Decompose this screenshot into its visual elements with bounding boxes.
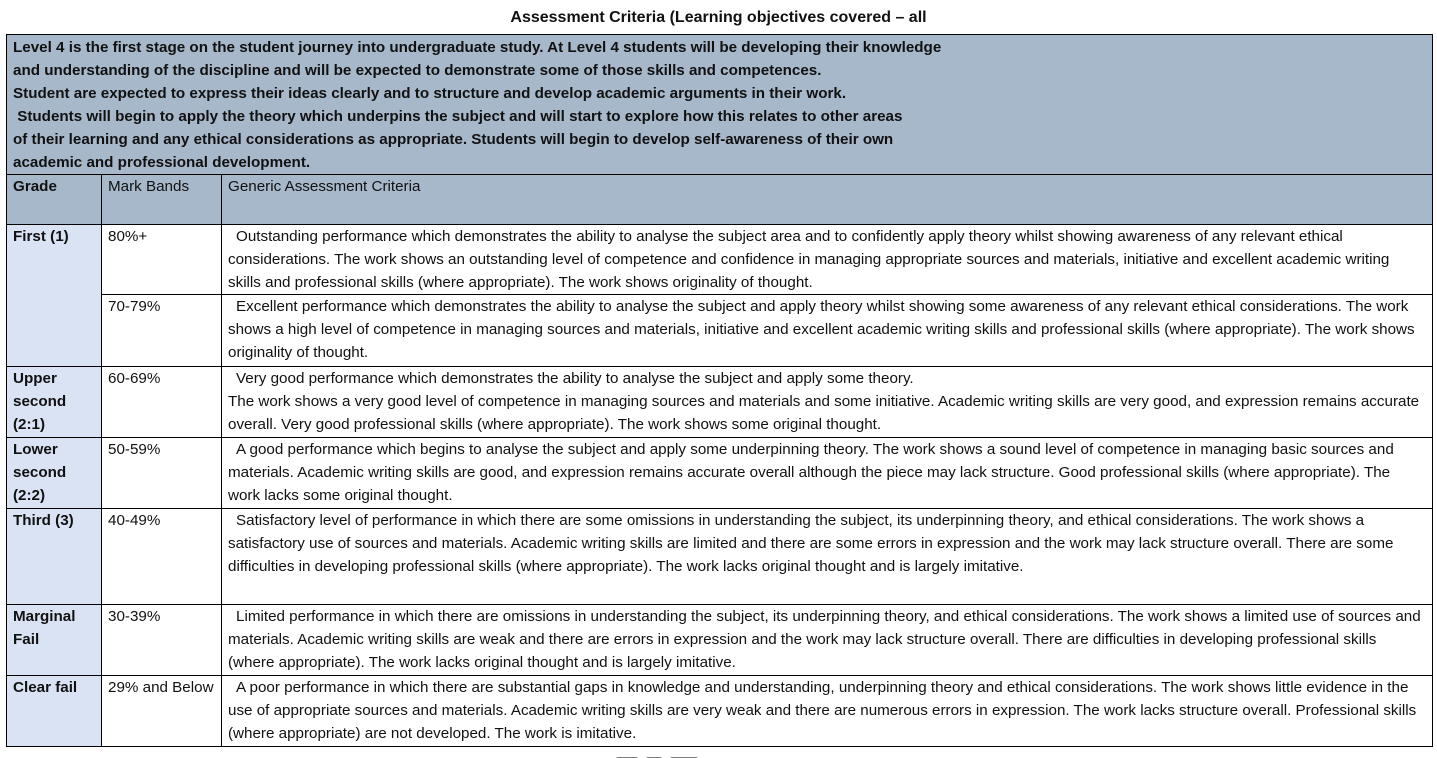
criteria-cell [222,676,1433,747]
mark-band-cell: 29% and Below [102,676,222,747]
grade-cell: Upper second (2:1) [7,367,102,438]
criteria-text: Satisfactory level of performance in which there are some omissions in understanding the subject, its underpinning theory, and ethical considerations. The work shows a satisfactory use of sources and materials. Academic writing skills are limited and there are some errors in expression and the work may lack structure overall. There are some difficulties in developing professional skills (where appropriate). The work lacks original thought and is largely imitative. [228,512,1394,575]
table-row [7,509,1433,605]
criteria-cell [222,509,1433,605]
level-intro [7,35,1433,175]
criteria-text: Excellent performance which demonstrates the ability to analyse the subject and apply theory whilst showing some awareness of any relevant ethical considerations. The work shows a high level of competence in managing sources and materials, initiative and excellent academic writing skills and professional skills (where appropriate). The work shows originality of thought. [228,298,1415,361]
criteria-text: Limited performance in which there are omissions in understanding the subject, its underpinning theory, and ethical considerations. The work shows a limited use of sources and materials. Academic writing skills are weak and there are errors in expression and the work may lack structure overall. There are difficulties in developing professional skills (where appropriate). The work lacks original thought and is largely imitative. [228,608,1421,671]
intro-line: and understanding of the discipline and will be expected to demonstrate some of those skills and competences. [13,62,822,79]
intro-line: Student are expected to express their ideas clearly and to structure and develop academic arguments in their work. [13,85,847,102]
intro-line: Students will begin to apply the theory which underpins the subject and will start to explore how this relates to other areas [13,108,903,125]
criteria-text: Very good performance which demonstrates the ability to analyse the subject and apply some theory. [236,370,914,387]
intro-row [7,35,1433,175]
table-row [7,225,1433,295]
criteria-cell [222,438,1433,509]
page-title: Assessment Criteria (Learning objectives covered – all [510,9,927,26]
mark-band-cell: 60-69% [102,367,222,438]
table-row [7,676,1433,747]
mark-band-cell: 70-79% [102,295,222,367]
mark-band-cell: 80%+ [102,225,222,295]
criteria-cell [222,605,1433,676]
grade-cell: Clear fail [7,676,102,747]
mark-bands-header: Mark Bands [102,175,222,225]
criteria-header: Generic Assessment Criteria [222,175,1433,225]
intro-line: of their learning and any ethical considerations as appropriate. Students will begin to develop self-awareness of their own [13,131,894,148]
table-row [7,438,1433,509]
criteria-text: A poor performance in which there are substantial gaps in knowledge and understanding, underpinning theory and ethical considerations. The work shows little evidence in the use of appropriate sources and materials. Academic writing skills are very weak and there are numerous errors in expression. The work lacks structure overall. Professional skills (where appropriate) are not developed. The work is imitative. [228,679,1417,742]
grade-cell: Lower second (2:2) [7,438,102,509]
header-row [7,175,1433,225]
intro-line: Level 4 is the first stage on the student journey into undergraduate study. At Level 4 students will be developing their knowledge [13,39,942,56]
criteria-cell [222,295,1433,367]
criteria-text: The work shows a very good level of competence in managing sources and materials and some initiative. Academic writing skills are very good, and expression remains accurate overall. Very good professional skills (where appropriate). The work shows some original thought. [228,393,1420,433]
mark-band-cell: 30-39% [102,605,222,676]
grade-header: Grade [7,175,102,225]
table-row [7,367,1433,438]
table-row [7,605,1433,676]
cropped-text-fragment [616,750,736,758]
grade-cell: Marginal Fail [7,605,102,676]
table-row [7,295,1433,367]
criteria-cell [222,225,1433,295]
criteria-text: Outstanding performance which demonstrates the ability to analyse the subject area and to confidently apply theory whilst showing awareness of any relevant ethical considerations. The work shows an outstanding level of competence and confidence in managing appropriate sources and materials, initiative and excellent academic writing skills and professional skills (where appropriate). The work shows originality of thought. [228,228,1390,291]
criteria-text: A good performance which begins to analyse the subject and apply some underpinning theory. The work shows a sound level of competence in managing basic sources and materials. Academic writing skills are good, and expression remains accurate overall although the piece may lack structure. Good professional skills (where appropriate). The work lacks some original thought. [228,441,1394,504]
assessment-criteria-table [6,34,1433,747]
grade-cell: Third (3) [7,509,102,605]
criteria-cell [222,367,1433,438]
mark-band-cell: 50-59% [102,438,222,509]
intro-line: academic and professional development. [13,154,311,171]
mark-band-cell: 40-49% [102,509,222,605]
grade-cell: First (1) [7,225,102,367]
